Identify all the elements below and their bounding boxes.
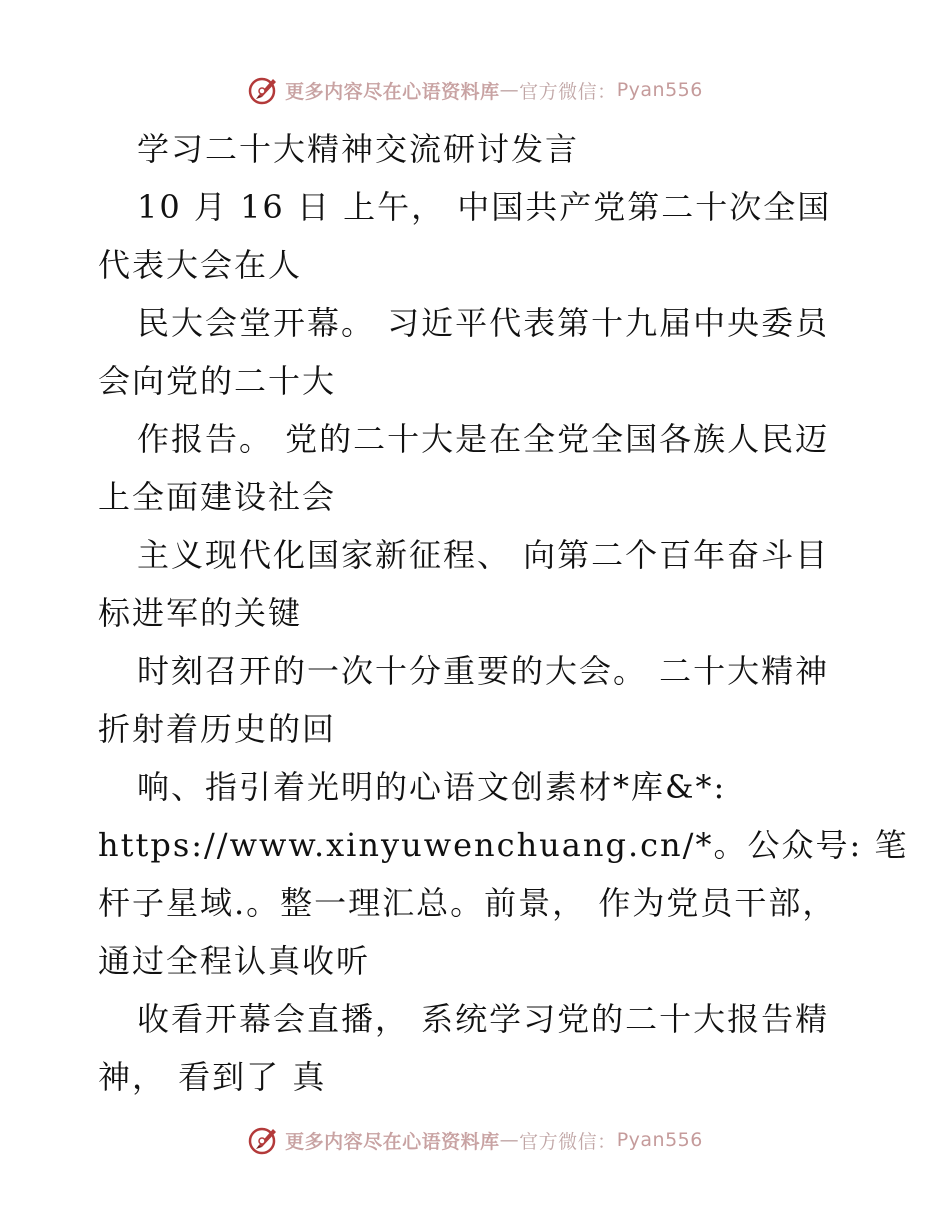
- header-banner: [0, 70, 950, 110]
- banner-wechat-label: 官方微信：: [519, 80, 617, 103]
- paragraph-line: 收看开幕会直播， 系统学习党的二十大报告精: [137, 1000, 830, 1038]
- paragraph-line: 响、指引着光明的心语文创素材*库&*:: [137, 768, 727, 806]
- pen-nib-circle-icon: [247, 73, 281, 107]
- paragraph-line: 主义现代化国家新征程、 向第二个百年奋斗目: [137, 536, 830, 574]
- paragraph-line: 神， 看到了 真: [98, 1058, 327, 1096]
- paragraph-line: 代表大会在人: [98, 246, 303, 284]
- banner-dash: —: [499, 1129, 520, 1151]
- document-title: 学习二十大精神交流研讨发言: [137, 130, 580, 168]
- footer-banner: [0, 1120, 950, 1160]
- banner-wechat-label: 官方微信：: [519, 1130, 617, 1153]
- paragraph-line: 作报告。 党的二十大是在全党全国各族人民迈: [137, 420, 830, 458]
- paragraph-line: 上全面建设社会: [98, 478, 337, 516]
- pen-nib-circle-icon: [247, 1123, 281, 1157]
- paragraph-line: 时刻召开的一次十分重要的大会。 二十大精神: [137, 652, 830, 690]
- paragraph-line: 会向党的二十大: [98, 362, 337, 400]
- banner-wechat-id: Pyan556: [616, 1129, 703, 1151]
- paragraph-line: 10 月 16 日 上午， 中国共产党第二十次全国: [137, 188, 832, 226]
- paragraph-line: 标进军的关键: [98, 594, 303, 632]
- paragraph-line: 折射着历史的回: [98, 710, 337, 748]
- paragraph-line: 通过全程认真收听: [98, 942, 371, 980]
- banner-brand-text: 更多内容尽在心语资料库: [285, 80, 500, 103]
- banner-wechat-id: Pyan556: [616, 79, 703, 101]
- banner-brand-text: 更多内容尽在心语资料库: [285, 1130, 500, 1153]
- paragraph-line-url: https://www.xinyuwenchuang.cn/*。公众号: 笔: [98, 826, 909, 864]
- paragraph-line: 民大会堂开幕。 习近平代表第十九届中央委员: [137, 304, 830, 342]
- banner-dash: —: [499, 79, 520, 101]
- paragraph-line: 杆子星域.。整一理汇总。前景， 作为党员干部，: [98, 884, 837, 922]
